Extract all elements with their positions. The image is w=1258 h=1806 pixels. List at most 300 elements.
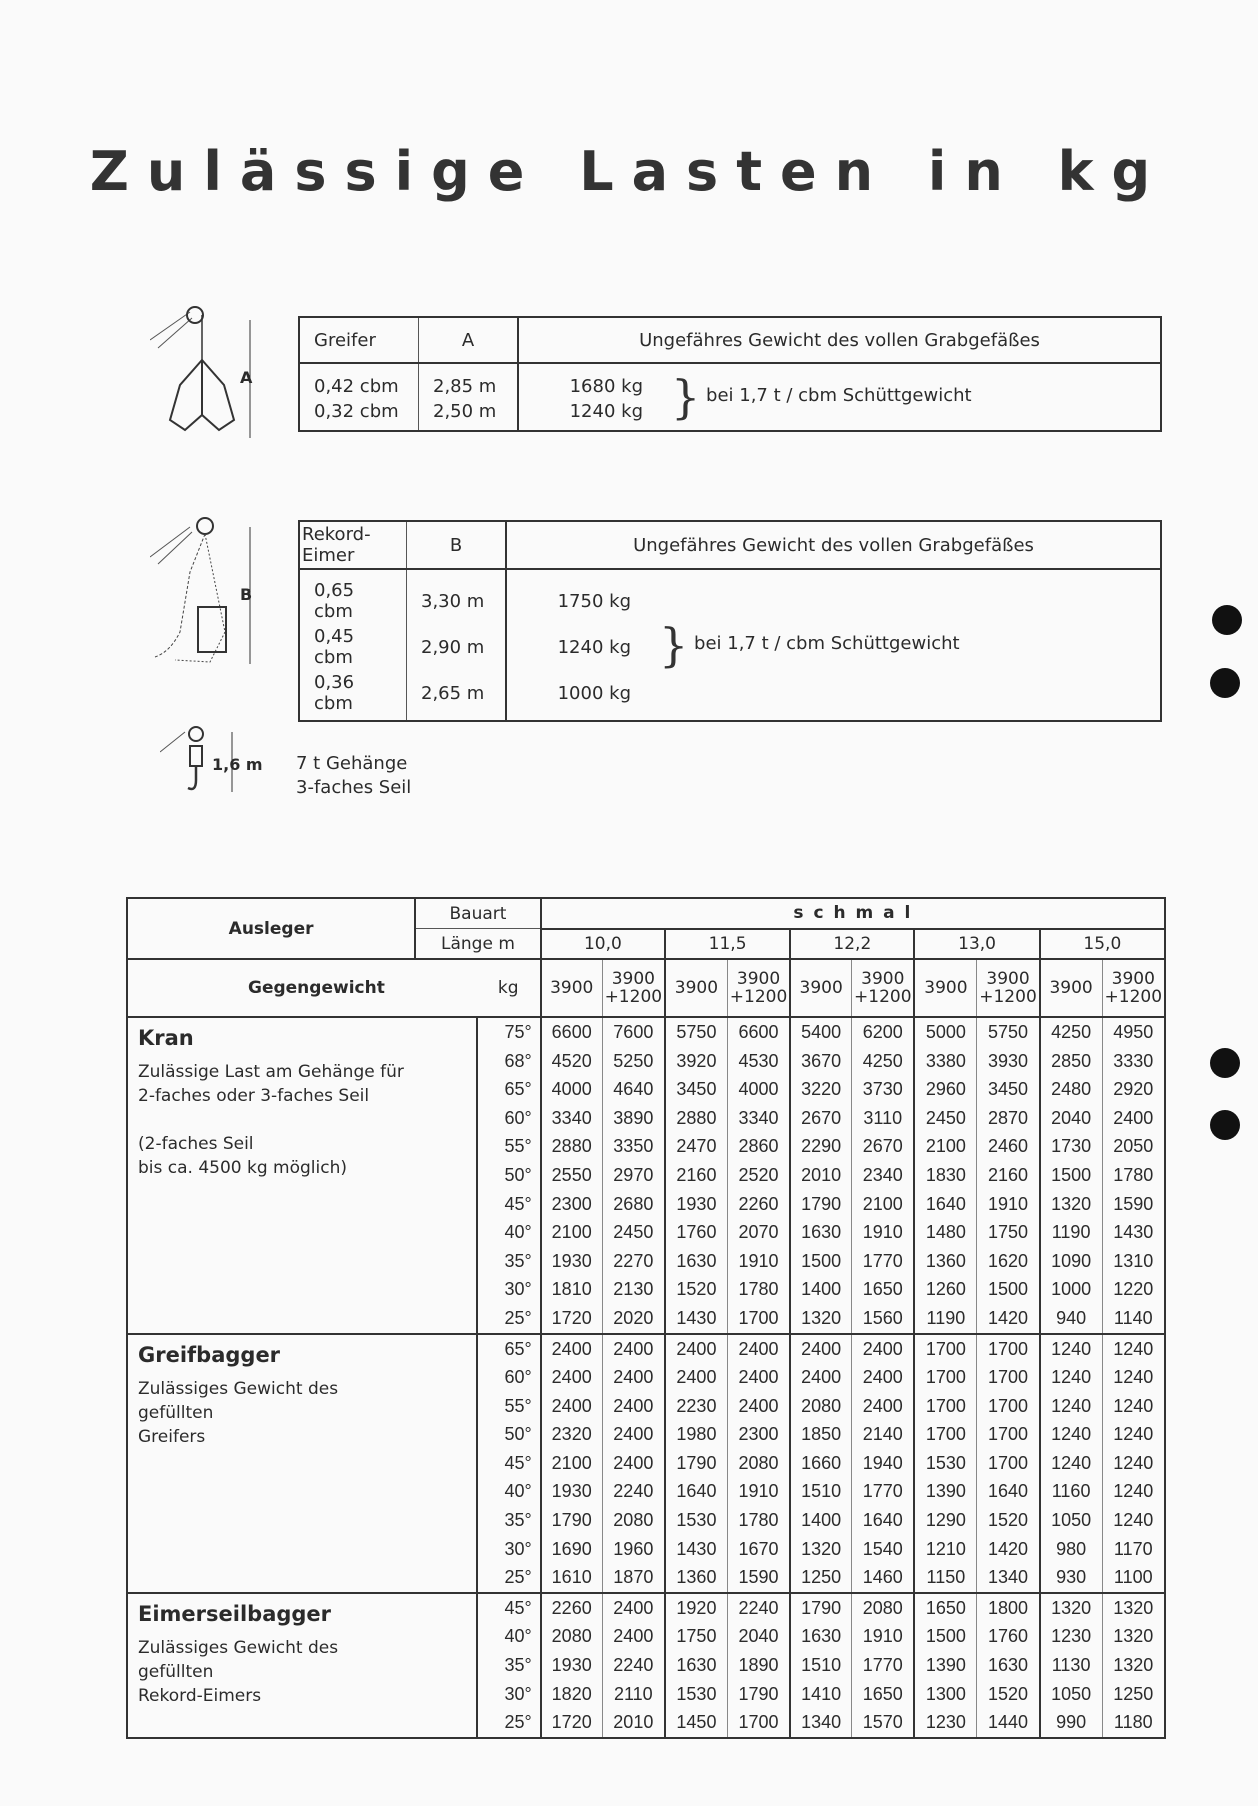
load-value: 1520 — [977, 1506, 1040, 1535]
load-value: 2400 — [602, 1623, 665, 1652]
eimer-size: 0,36 cbm — [314, 672, 355, 714]
load-value: 2240 — [727, 1593, 790, 1623]
load-value: 1180 — [1102, 1708, 1165, 1738]
load-value: 1910 — [852, 1623, 915, 1652]
load-value: 1650 — [914, 1593, 976, 1623]
load-value: 2400 — [602, 1421, 665, 1450]
load-value: 1100 — [1102, 1563, 1165, 1593]
load-value: 1630 — [790, 1218, 851, 1247]
load-value: 2400 — [852, 1392, 915, 1421]
header-b: B — [407, 521, 507, 569]
boom-angle: 35° — [477, 1506, 541, 1535]
load-value: 2300 — [727, 1421, 790, 1450]
section-text-line: Zulässige Last am Gehänge für — [138, 1062, 404, 1083]
load-value: 2100 — [551, 1222, 592, 1243]
load-value: 1790 — [727, 1680, 790, 1709]
load-value: 4950 — [1102, 1017, 1165, 1047]
load-value: 1660 — [790, 1449, 851, 1478]
load-value: 2230 — [665, 1392, 727, 1421]
load-value: 5400 — [790, 1017, 851, 1047]
load-value: 1240 — [1102, 1478, 1165, 1507]
header-a: A — [419, 317, 519, 363]
load-value: 2970 — [602, 1161, 665, 1190]
load-value: 3350 — [602, 1133, 665, 1162]
counterweight-base: 3900 — [665, 959, 727, 1017]
load-value: 3730 — [852, 1075, 915, 1104]
load-value: 1700 — [914, 1334, 976, 1364]
spacer-cell — [415, 1593, 477, 1738]
load-value: 2050 — [1102, 1133, 1165, 1162]
load-value: 1780 — [727, 1276, 790, 1305]
load-value: 2870 — [977, 1104, 1040, 1133]
load-value: 1630 — [977, 1651, 1040, 1680]
load-value: 1430 — [665, 1304, 727, 1334]
load-value: 1700 — [727, 1304, 790, 1334]
load-value: 1240 — [1102, 1334, 1165, 1364]
punch-hole — [1210, 1048, 1240, 1078]
grab-spec-table — [298, 316, 1162, 432]
section-text — [138, 1060, 405, 1180]
load-value: 2240 — [602, 1651, 665, 1680]
brace-icon: } — [671, 370, 701, 424]
counterweight-extra — [1102, 959, 1165, 1017]
load-value: 1890 — [727, 1651, 790, 1680]
load-value: 1400 — [790, 1506, 851, 1535]
header-kg: kg — [477, 959, 541, 1017]
load-value: 1720 — [551, 1712, 592, 1733]
load-value: 1700 — [914, 1392, 976, 1421]
counterweight-extra — [602, 959, 665, 1017]
load-value: 1530 — [914, 1449, 976, 1478]
load-value: 2460 — [977, 1133, 1040, 1162]
header-bauart: Bauart — [415, 898, 541, 929]
load-value: 3450 — [977, 1075, 1040, 1104]
cw-top: 3900 — [611, 969, 655, 990]
load-value: 3670 — [790, 1047, 851, 1076]
load-value: 1650 — [852, 1276, 915, 1305]
grab-a-value: 2,50 m — [419, 399, 519, 431]
load-value: 2400 — [727, 1392, 790, 1421]
load-value: 1590 — [727, 1563, 790, 1593]
dimension-a-label: A — [240, 368, 253, 387]
punch-hole — [1210, 668, 1240, 698]
load-value: 1910 — [727, 1478, 790, 1507]
load-value: 1240 — [1040, 1421, 1102, 1450]
punch-hole — [1212, 605, 1242, 635]
load-value: 1760 — [977, 1623, 1040, 1652]
hanger-line-2: 3-faches Seil — [296, 777, 412, 798]
cw-top: 3900 — [1111, 969, 1155, 990]
load-value: 2850 — [1040, 1047, 1102, 1076]
section-text-line: bis ca. 4500 kg möglich) — [138, 1158, 348, 1179]
load-value: 1320 — [1102, 1651, 1165, 1680]
punch-hole — [1210, 1110, 1240, 1140]
load-value: 1640 — [665, 1478, 727, 1507]
load-value: 1320 — [1040, 1190, 1102, 1219]
boom-angle: 65° — [477, 1075, 541, 1104]
load-value: 1790 — [665, 1449, 727, 1478]
load-value: 2450 — [914, 1104, 976, 1133]
section-description — [127, 1334, 415, 1593]
load-value: 3340 — [551, 1107, 592, 1128]
load-value: 2080 — [852, 1593, 915, 1623]
load-value: 2130 — [602, 1276, 665, 1305]
cw-bottom: +1200 — [854, 987, 912, 1008]
load-value: 1780 — [1102, 1161, 1165, 1190]
load-value: 1530 — [665, 1506, 727, 1535]
load-value: 1240 — [1040, 1449, 1102, 1478]
load-value: 1340 — [977, 1563, 1040, 1593]
load-value: 1500 — [914, 1623, 976, 1652]
load-value: 1420 — [977, 1535, 1040, 1564]
boom-length: 10,0 — [541, 929, 665, 960]
load-value: 1320 — [1102, 1623, 1165, 1652]
load-value: 2880 — [551, 1136, 592, 1157]
load-value: 1500 — [977, 1276, 1040, 1305]
load-value: 1940 — [852, 1449, 915, 1478]
header-greifer: Greifer — [299, 317, 419, 363]
load-value: 1640 — [977, 1478, 1040, 1507]
boom-angle: 40° — [477, 1478, 541, 1507]
load-value: 1830 — [914, 1161, 976, 1190]
load-value: 1520 — [977, 1680, 1040, 1709]
section-title: Greifbagger — [138, 1342, 281, 1367]
load-value: 1770 — [852, 1478, 915, 1507]
load-value: 2100 — [852, 1190, 915, 1219]
load-value: 2680 — [602, 1190, 665, 1219]
load-value: 1360 — [914, 1247, 976, 1276]
load-value: 3920 — [665, 1047, 727, 1076]
load-value: 2670 — [852, 1133, 915, 1162]
load-value: 4000 — [551, 1079, 592, 1100]
boom-angle: 60° — [477, 1104, 541, 1133]
load-value: 2400 — [551, 1395, 592, 1416]
section-text-line: Zulässiges Gewicht des gefüllten — [138, 1638, 339, 1683]
boom-angle: 55° — [477, 1133, 541, 1162]
boom-length: 15,0 — [1040, 929, 1165, 960]
load-value: 1570 — [852, 1708, 915, 1738]
load-value: 1700 — [727, 1708, 790, 1738]
load-value: 4640 — [602, 1075, 665, 1104]
load-value: 1360 — [665, 1563, 727, 1593]
load-value: 1170 — [1102, 1535, 1165, 1564]
load-value: 2470 — [665, 1133, 727, 1162]
header-gegengewicht: Gegengewicht — [127, 959, 477, 1017]
load-value: 3890 — [602, 1104, 665, 1133]
load-value: 2160 — [977, 1161, 1040, 1190]
load-value: 3220 — [790, 1075, 851, 1104]
load-value: 2110 — [602, 1680, 665, 1709]
load-value: 1390 — [914, 1651, 976, 1680]
load-value: 1000 — [1040, 1276, 1102, 1305]
load-value: 1410 — [790, 1680, 851, 1709]
boom-angle: 40° — [477, 1218, 541, 1247]
load-value: 2140 — [852, 1421, 915, 1450]
boom-angle: 30° — [477, 1276, 541, 1305]
boom-angle: 50° — [477, 1421, 541, 1450]
load-value: 2240 — [602, 1478, 665, 1507]
load-value: 3340 — [727, 1104, 790, 1133]
load-value: 1290 — [914, 1506, 976, 1535]
load-value: 1260 — [914, 1276, 976, 1305]
boom-angle: 25° — [477, 1708, 541, 1738]
grab-size: 0,42 cbm — [314, 376, 399, 397]
table-row — [127, 1334, 1165, 1364]
load-value: 3930 — [977, 1047, 1040, 1076]
load-value: 990 — [1040, 1708, 1102, 1738]
load-value: 1630 — [665, 1651, 727, 1680]
load-value: 1640 — [914, 1190, 976, 1219]
load-value: 2100 — [551, 1452, 592, 1473]
boom-angle: 25° — [477, 1563, 541, 1593]
load-value: 1930 — [551, 1481, 592, 1502]
load-value: 1910 — [852, 1218, 915, 1247]
load-value: 1320 — [1102, 1593, 1165, 1623]
load-value: 1920 — [665, 1593, 727, 1623]
counterweight-extra — [977, 959, 1040, 1017]
load-value: 2520 — [727, 1161, 790, 1190]
load-value: 2400 — [852, 1334, 915, 1364]
section-text-line: (2-faches Seil — [138, 1134, 254, 1155]
load-value: 1320 — [1040, 1593, 1102, 1623]
boom-angle: 35° — [477, 1247, 541, 1276]
load-value: 1240 — [1102, 1506, 1165, 1535]
load-value: 1050 — [1040, 1680, 1102, 1709]
load-value: 6600 — [551, 1021, 592, 1042]
load-value: 5750 — [665, 1017, 727, 1047]
load-value: 3380 — [914, 1047, 976, 1076]
load-value: 2400 — [602, 1392, 665, 1421]
load-value: 1690 — [551, 1538, 592, 1559]
load-value: 1750 — [977, 1218, 1040, 1247]
load-value: 1250 — [790, 1563, 851, 1593]
load-value: 1140 — [1102, 1304, 1165, 1334]
load-value: 2860 — [727, 1133, 790, 1162]
load-value: 1810 — [551, 1279, 592, 1300]
load-value: 2040 — [1040, 1104, 1102, 1133]
load-value: 1790 — [790, 1190, 851, 1219]
load-value: 1960 — [602, 1535, 665, 1564]
boom-length: 13,0 — [914, 929, 1039, 960]
load-value: 2920 — [1102, 1075, 1165, 1104]
counterweight-base: 3900 — [541, 959, 602, 1017]
spacer-cell — [415, 1017, 477, 1334]
load-value: 1980 — [665, 1421, 727, 1450]
cw-bottom: +1200 — [979, 987, 1037, 1008]
load-value: 2080 — [727, 1449, 790, 1478]
load-value: 2100 — [914, 1133, 976, 1162]
load-value: 3110 — [852, 1104, 915, 1133]
load-value: 1500 — [1040, 1161, 1102, 1190]
load-value: 1770 — [852, 1651, 915, 1680]
load-value: 1250 — [1102, 1680, 1165, 1709]
load-value: 1230 — [914, 1708, 976, 1738]
load-value: 2160 — [665, 1161, 727, 1190]
boom-angle: 35° — [477, 1651, 541, 1680]
spacer-cell — [415, 1334, 477, 1593]
load-value: 1770 — [852, 1247, 915, 1276]
counterweight-base: 3900 — [914, 959, 976, 1017]
load-value: 1670 — [727, 1535, 790, 1564]
grab-weight: 1240 kg — [518, 399, 657, 431]
load-value: 1700 — [977, 1449, 1040, 1478]
load-value: 1520 — [665, 1276, 727, 1305]
load-value: 2960 — [914, 1075, 976, 1104]
boom-angle: 75° — [477, 1017, 541, 1047]
load-value: 2010 — [790, 1161, 851, 1190]
load-value: 6600 — [727, 1017, 790, 1047]
eimer-b-value: 3,30 m — [407, 569, 507, 624]
load-value: 2400 — [551, 1367, 592, 1388]
eimer-weight: 1000 kg — [506, 670, 645, 721]
load-value: 1700 — [914, 1421, 976, 1450]
load-value: 2270 — [602, 1247, 665, 1276]
grab-a-value: 2,85 m — [419, 363, 519, 399]
load-value: 2880 — [665, 1104, 727, 1133]
boom-angle: 68° — [477, 1047, 541, 1076]
load-value: 1430 — [665, 1535, 727, 1564]
load-value: 2400 — [602, 1593, 665, 1623]
load-value: 1430 — [1102, 1218, 1165, 1247]
load-value: 1790 — [790, 1593, 851, 1623]
load-value: 2400 — [602, 1449, 665, 1478]
load-value: 1050 — [1040, 1506, 1102, 1535]
load-value: 1130 — [1040, 1651, 1102, 1680]
load-value: 2080 — [790, 1392, 851, 1421]
boom-angle: 45° — [477, 1449, 541, 1478]
load-value: 1240 — [1040, 1363, 1102, 1392]
load-value: 1750 — [665, 1623, 727, 1652]
load-value: 1240 — [1102, 1392, 1165, 1421]
cw-top: 3900 — [986, 969, 1030, 990]
load-value: 1320 — [790, 1535, 851, 1564]
load-value: 1420 — [977, 1304, 1040, 1334]
load-value: 1620 — [977, 1247, 1040, 1276]
load-value: 2080 — [551, 1626, 592, 1647]
load-value: 2480 — [1040, 1075, 1102, 1104]
load-value: 1210 — [914, 1535, 976, 1564]
eimer-b-value: 2,90 m — [407, 624, 507, 670]
hook-dimension-label: 1,6 m — [212, 755, 263, 774]
table-row — [127, 1593, 1165, 1623]
section-description — [127, 1017, 415, 1334]
load-value: 2400 — [665, 1363, 727, 1392]
section-text-line: 2-faches oder 3-faches Seil — [138, 1086, 370, 1107]
counterweight-base: 3900 — [790, 959, 851, 1017]
load-value: 1240 — [1040, 1392, 1102, 1421]
load-value: 1320 — [790, 1304, 851, 1334]
load-value: 1870 — [602, 1563, 665, 1593]
eimer-weight: 1240 kg — [506, 624, 645, 670]
section-text-line: Rekord-Eimers — [138, 1686, 262, 1707]
load-value: 1510 — [790, 1478, 851, 1507]
boom-length: 11,5 — [665, 929, 790, 960]
load-value: 2400 — [602, 1363, 665, 1392]
load-value: 980 — [1040, 1535, 1102, 1564]
grab-note: bei 1,7 t / cbm Schüttgewicht — [706, 385, 972, 406]
load-value: 2400 — [727, 1334, 790, 1364]
load-value: 4520 — [551, 1050, 592, 1071]
load-value: 1300 — [914, 1680, 976, 1709]
section-description — [127, 1593, 415, 1738]
header-ausleger: Ausleger — [127, 898, 415, 959]
load-value: 2080 — [602, 1506, 665, 1535]
grab-weight: 1680 kg — [518, 363, 657, 399]
load-value: 1630 — [790, 1623, 851, 1652]
load-value: 1240 — [1102, 1421, 1165, 1450]
load-value: 1790 — [551, 1510, 592, 1531]
boom-angle: 45° — [477, 1190, 541, 1219]
section-text — [138, 1377, 405, 1449]
load-value: 6200 — [852, 1017, 915, 1047]
eimer-size: 0,45 cbm — [314, 626, 355, 668]
section-title: Kran — [138, 1026, 194, 1051]
load-value: 1090 — [1040, 1247, 1102, 1276]
load-value: 2340 — [852, 1161, 915, 1190]
page-title: Zulässige Lasten in kg — [89, 140, 1169, 203]
counterweight-base: 3900 — [1040, 959, 1102, 1017]
load-value: 1780 — [727, 1506, 790, 1535]
hanger-info — [296, 752, 411, 800]
load-value: 5750 — [977, 1017, 1040, 1047]
boom-length: 12,2 — [790, 929, 914, 960]
counterweight-extra — [852, 959, 915, 1017]
load-value: 1850 — [790, 1421, 851, 1450]
load-value: 1230 — [1040, 1623, 1102, 1652]
header-schmal: s c h m a l — [541, 898, 1165, 929]
load-value: 2400 — [852, 1363, 915, 1392]
load-value: 1700 — [977, 1392, 1040, 1421]
load-value: 1650 — [852, 1680, 915, 1709]
load-value: 1150 — [914, 1563, 976, 1593]
load-value: 2300 — [551, 1193, 592, 1214]
boom-angle: 40° — [477, 1623, 541, 1652]
load-value: 5000 — [914, 1017, 976, 1047]
eimer-weight: 1750 kg — [506, 569, 645, 624]
header-rekord-eimer: Rekord-Eimer — [299, 521, 407, 569]
load-value: 7600 — [602, 1017, 665, 1047]
load-value: 2400 — [727, 1363, 790, 1392]
boom-angle: 60° — [477, 1363, 541, 1392]
load-value: 1910 — [727, 1247, 790, 1276]
section-title: Eimerseilbagger — [138, 1602, 332, 1627]
hanger-line-1: 7 t Gehänge — [296, 753, 408, 774]
load-value: 1590 — [1102, 1190, 1165, 1219]
load-value: 5250 — [602, 1047, 665, 1076]
load-value: 1760 — [665, 1218, 727, 1247]
eimer-size: 0,65 cbm — [314, 580, 355, 622]
load-value: 2260 — [541, 1593, 602, 1623]
load-value: 4250 — [852, 1047, 915, 1076]
load-value: 1930 — [551, 1250, 592, 1271]
load-value: 1240 — [1102, 1363, 1165, 1392]
boom-angle: 30° — [477, 1680, 541, 1709]
grab-size: 0,32 cbm — [314, 401, 399, 422]
dimension-b-label: B — [240, 585, 253, 604]
load-value: 1160 — [1040, 1478, 1102, 1507]
cw-bottom: +1200 — [729, 987, 788, 1008]
boom-angle: 50° — [477, 1161, 541, 1190]
load-value: 1390 — [914, 1478, 976, 1507]
header-laenge: Länge m — [415, 929, 541, 960]
load-value: 1930 — [551, 1655, 592, 1676]
load-value: 1400 — [790, 1276, 851, 1305]
load-value: 2400 — [790, 1363, 851, 1392]
load-value: 1700 — [914, 1363, 976, 1392]
load-value: 2450 — [602, 1218, 665, 1247]
load-value: 2400 — [541, 1334, 602, 1364]
load-value: 1240 — [1040, 1334, 1102, 1364]
